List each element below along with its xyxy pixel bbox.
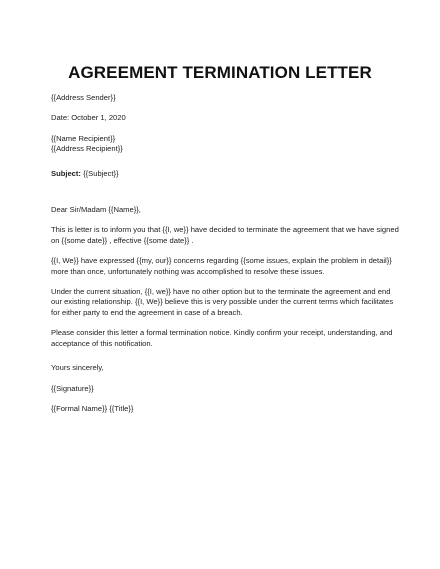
subject-line — [51, 169, 391, 179]
page-title: AGREEMENT TERMINATION LETTER — [68, 63, 372, 82]
address-sender: {{Address Sender}} — [51, 93, 116, 102]
signature: {{Signature}} — [51, 383, 94, 393]
salutation: Dear Sir/Madam {{Name}}, — [51, 205, 141, 215]
letter-date: Date: October 1, 2020 — [51, 113, 126, 123]
paragraph-line: This is letter is to inform you that {{I, we}} have decided to terminate the agreement that we have signed — [51, 225, 399, 235]
subject-label: Subject: — [51, 168, 81, 178]
paragraph-3 — [51, 287, 394, 318]
paragraph-line: our existing relationship. {{I, We}} believe this is very possible under the current terms which facilitates — [51, 297, 394, 307]
paragraph-line: Under the current situation, {{I, we}} have no other option but to the terminate the agreement and end — [51, 287, 391, 297]
paragraph-line: more than once, unfortunately nothing was accomplished to resolve these issues. — [51, 266, 325, 276]
paragraph-line: acceptance of this notification. — [51, 338, 153, 348]
paragraph-line: Please consider this letter a formal termination notice. Kindly confirm your receipt, understanding, and — [51, 328, 393, 338]
name-recipient: {{Name Recipient}} — [51, 133, 116, 143]
formal-name-title: {{Formal Name}} {{Title}} — [51, 403, 134, 413]
paragraph-line: on {{some date}} , effective {{some date}} . — [51, 235, 194, 245]
address-recipient: {{Address Recipient}} — [51, 144, 123, 154]
paragraph-4 — [51, 328, 391, 349]
subject-value: {{Subject}} — [80, 168, 119, 178]
paragraph-line: for either party to end the agreement in case of a breach. — [51, 307, 243, 317]
letter-body — [51, 93, 399, 414]
paragraph-1 — [51, 225, 399, 246]
paragraph-2 — [51, 256, 391, 277]
paragraph-line: {{I, We}} have expressed {{my, our}} concerns regarding {{some issues, explain the problem in detail}} — [51, 256, 392, 266]
closing: Yours sincerely, — [51, 363, 104, 373]
